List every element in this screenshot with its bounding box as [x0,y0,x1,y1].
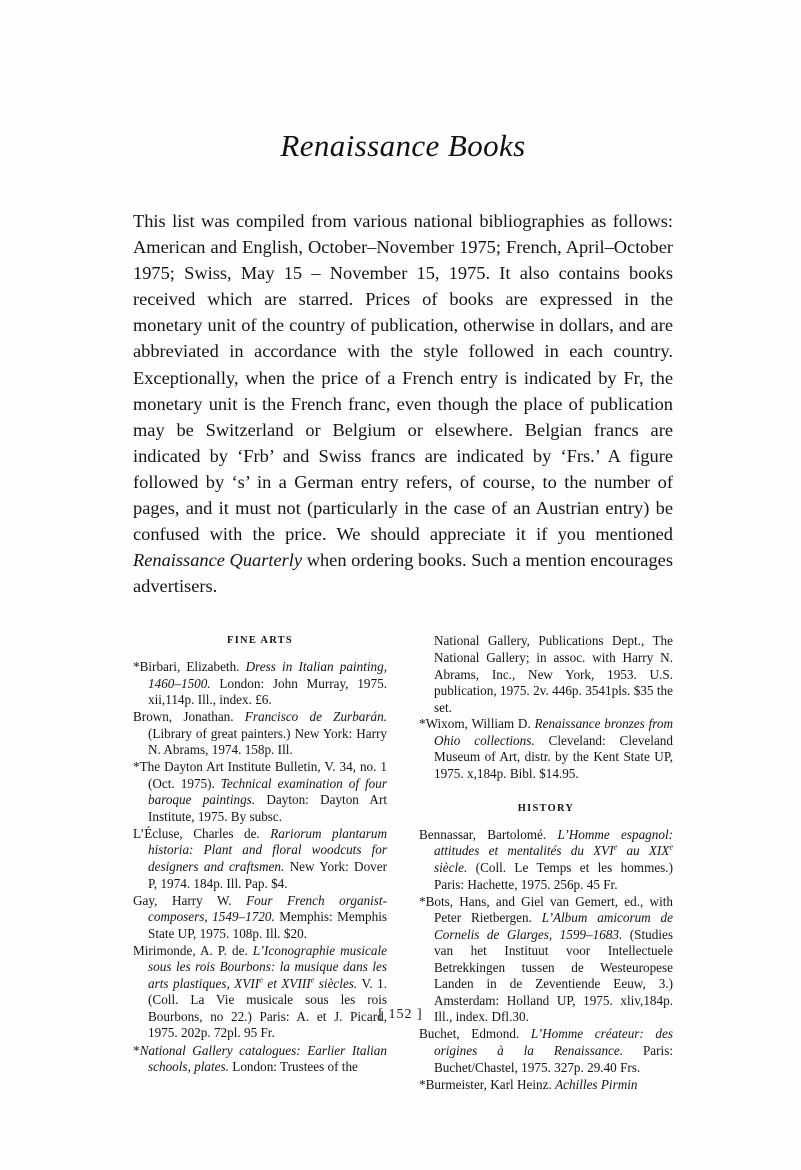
introductory-paragraph [133,208,673,599]
page-folio: [ 152 ] [378,1007,423,1022]
bibliography-entry: *Bots, Hans, and Giel van Gemert, ed., with Peter Rietbergen. L’Album amicorum de Cornelis de Glarges, 1599–1683. (Studies van het Instituut voor Intellectuele Betrekkingen tussen de Westeuropese Landen in de Zeventiende Eeuw, 3.) Amsterdam: Holland UP, 1975. xliv,184p. Ill., index. Dfl.30. [419,893,674,1025]
bibliography-entry: Brown, Jonathan. Francisco de Zurbarán. (Library of great painters.) New York: Harry N. Abrams, 1974. 158p. Ill. [133,709,387,758]
right-column-entries-top [419,716,673,782]
bibliography-entry: *Wixom, William D. Renaissance bronzes from Ohio collections. Cleveland: Cleveland Museum of Art, distr. by the Kent State UP, 1975. x,184p. Bibl. $14.95. [419,716,673,781]
bibliography-entry: Bennassar, Bartolomé. L’Homme espagnol: attitudes et mentalités du XVIe au XIXe siècle. (Coll. Le Temps et les hommes.) Paris: Hachette, 1975. 256p. 45 Fr. [419,826,673,892]
bibliography-entry: *Birbari, Elizabeth. Dress in Italian painting, 1460–1500. London: John Murray, 1975. xii,114p. Ill., index. £6. [133,658,388,708]
bibliography-entry: Mirimonde, A. P. de. L’Iconographie musicale sous les rois Bourbons: la musique dans les arts plastiques, XVIIe et XVIIIe siècles. V. 1. (Coll. La Vie musicale sous les rois Bourbons, no 22.) Paris: A. et J. Picard, 1975. 202p. 72pl. 95 Fr. [133,942,387,1041]
section-heading-fine-arts: FINE ARTS [227,635,293,647]
bibliography-entry: L’Écluse, Charles de. Rariorum plantarum historia: Plant and floral woodcuts for designers and craftsmen. New York: Dover P, 1974. 184p. Ill. Pap. $4. [133,825,388,891]
bibliography-entry: Gay, Harry W. Four French organist-composers, 1549–1720. Memphis: Memphis State UP, 1975. 108p. Ill. $20. [133,892,387,941]
continued-entry: National Gallery, Publications Dept., The National Gallery; in assoc. with Harry N. Abrams, Inc., New York, 1953. U.S. publication, 1975. 2v. 446p. 3541pls. $35 the set. [434,633,673,715]
intro-text-start: This list was compiled from various national bibliographies as follows: American and English, October–November 1975; French, April–October 1975; Swiss, May 15 – November 15, 1975. It also contains books received which are starred. Prices of books are expressed in the monetary unit of the country of publication, otherwise in dollars, and are abbreviated in accordance with the style followed in each country. Exceptionally, when the price of a French entry is indicated by Fr, the monetary unit is the French franc, even though the place of publication may be Switzerland or Belgium or elsewhere. Belgian francs are indicated by ‘Frb’ and Swiss francs are indicated by ‘Frs.’ A figure followed by ‘s’ in a German entry refers, of course, to the number of pages, and it must not (particularly in the case of an Austrian entry) be confused with the price. We should appreciate it if you mentioned [133,211,673,545]
bibliography-entry: *National Gallery catalogues: Earlier Italian schools, plates. London: Trustees of the [133,1042,387,1075]
section-heading-history: HISTORY [517,803,575,815]
bibliography-entry: Buchet, Edmond. L’Homme créateur: des origines à la Renaissance. Paris: Buchet/Chastel, 1975. 327p. 29.40 Frs. [419,1026,674,1075]
intro-text-end: when ordering books. Such a mention encourages advertisers. [133,550,673,597]
intro-italic-phrase: Renaissance Quarterly [133,550,303,571]
bibliography-columns [133,633,673,1093]
bibliography-entry: *The Dayton Art Institute Bulletin, V. 34, no. 1 (Oct. 1975). Technical examination of four baroque paintings. Dayton: Dayton Art Institute, 1975. By subsc. [133,759,387,824]
right-column-entries [419,827,673,1093]
page-content [133,128,673,1094]
right-column [419,633,673,1093]
bibliography-entry: *Burmeister, Karl Heinz. Achilles Pirmin [419,1076,638,1092]
page-title: Renaissance Books [280,128,526,163]
